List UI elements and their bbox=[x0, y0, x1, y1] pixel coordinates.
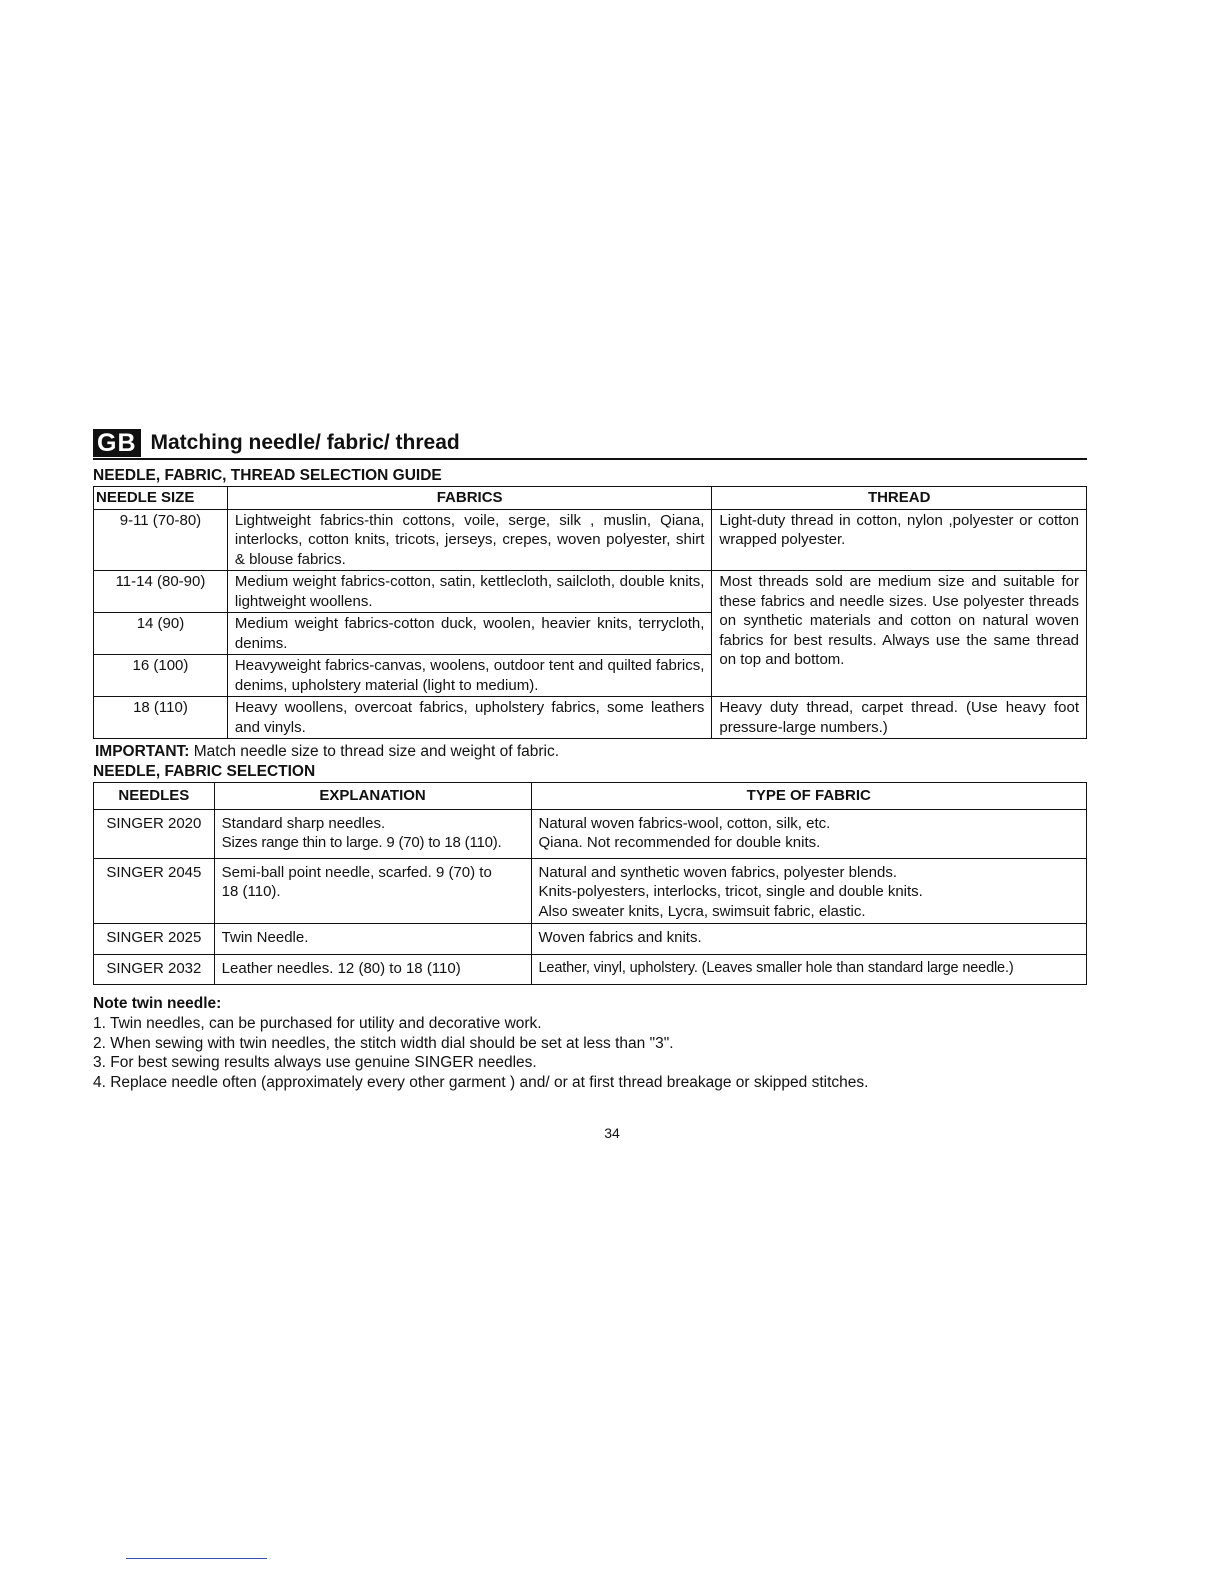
fabric-type-line: Natural woven fabrics-wool, cotton, silk, etc. bbox=[538, 814, 831, 832]
fabrics-cell: Lightweight fabrics-thin cottons, voile, serge, silk , muslin, Qiana, interlocks, cotton knits, tricots, jerseys, crepes, woven polyester, shirt & blouse fabrics. bbox=[227, 509, 711, 571]
needle-fabric-thread-table bbox=[93, 486, 1087, 739]
fabrics-cell: Medium weight fabrics-cotton duck, woolen, heavier knits, terrycloth, denims. bbox=[227, 613, 711, 655]
page-number: 34 bbox=[604, 1125, 620, 1141]
needle-cell: SINGER 2032 bbox=[94, 955, 215, 985]
explanation-line: Leather needles. 12 (80) to 18 (110) bbox=[221, 960, 461, 977]
needle-cell: SINGER 2045 bbox=[94, 858, 215, 924]
needle-cell: SINGER 2025 bbox=[94, 924, 215, 955]
fabric-type-line: Woven fabrics and knits. bbox=[538, 929, 702, 946]
explanation-cell bbox=[214, 809, 531, 858]
language-badge: GB bbox=[93, 429, 141, 457]
selection-heading: NEEDLE, FABRIC SELECTION bbox=[93, 763, 316, 780]
table-header-row bbox=[94, 487, 1087, 510]
fabrics-cell: Heavyweight fabrics-canvas, woolens, outdoor tent and quilted fabrics, denims, upholstery material (light to medium). bbox=[227, 655, 711, 697]
fabric-type-cell bbox=[531, 809, 1087, 858]
needle-size-cell: 9-11 (70-80) bbox=[94, 509, 228, 571]
column-header-fabrics: FABRICS bbox=[227, 487, 711, 510]
note-item: 4. Replace needle often (approximately every other garment ) and/ or at first thread breakage or skipped stitches. bbox=[93, 1073, 869, 1091]
manual-page bbox=[93, 428, 1087, 1092]
explanation-line: 18 (110). bbox=[221, 883, 281, 900]
guide-heading: NEEDLE, FABRIC, THREAD SELECTION GUIDE bbox=[93, 467, 442, 484]
explanation-cell bbox=[214, 858, 531, 924]
column-header-needle-size: NEEDLE SIZE bbox=[94, 487, 228, 510]
important-text: Match needle size to thread size and weight of fabric. bbox=[189, 743, 560, 760]
table-row bbox=[94, 858, 1087, 924]
section-title-row bbox=[93, 428, 1087, 460]
column-header-type-of-fabric: TYPE OF FABRIC bbox=[531, 783, 1087, 810]
fabrics-cell: Heavy woollens, overcoat fabrics, upholstery fabrics, some leathers and vinyls. bbox=[227, 697, 711, 739]
table-row bbox=[94, 809, 1087, 858]
explanation-line: Sizes range thin to large. 9 (70) to 18 (110). bbox=[221, 834, 502, 851]
footer-rule bbox=[126, 1558, 267, 1559]
explanation-line: Twin Needle. bbox=[221, 929, 309, 946]
explanation-cell bbox=[214, 924, 531, 955]
needle-cell: SINGER 2020 bbox=[94, 809, 215, 858]
fabric-type-line: Also sweater knits, Lycra, swimsuit fabric, elastic. bbox=[538, 902, 866, 920]
fabric-type-line: Knits-polyesters, interlocks, tricot, single and double knits. bbox=[538, 883, 923, 900]
needle-size-cell: 16 (100) bbox=[94, 655, 228, 697]
needle-size-cell: 11-14 (80-90) bbox=[94, 571, 228, 613]
explanation-cell bbox=[214, 955, 531, 985]
fabric-type-cell bbox=[531, 924, 1087, 955]
fabric-type-line: Leather, vinyl, upholstery. (Leaves smaller hole than standard large needle.) bbox=[538, 960, 1014, 976]
explanation-line: Standard sharp needles. bbox=[221, 814, 386, 832]
needle-fabric-selection-table bbox=[93, 782, 1087, 985]
table-row bbox=[94, 509, 1087, 571]
fabrics-cell: Medium weight fabrics-cotton, satin, kettlecloth, sailcloth, double knits, lightweight woollens. bbox=[227, 571, 711, 613]
needle-size-cell: 18 (110) bbox=[94, 697, 228, 739]
table-row bbox=[94, 955, 1087, 985]
fabric-type-line: Natural and synthetic woven fabrics, polyester blends. bbox=[538, 863, 898, 881]
table-row bbox=[94, 571, 1087, 613]
fabric-type-cell bbox=[531, 955, 1087, 985]
column-header-thread: THREAD bbox=[712, 487, 1087, 510]
notes-heading: Note twin needle: bbox=[93, 995, 222, 1012]
fabric-type-cell bbox=[531, 858, 1087, 924]
fabric-type-line: Qiana. Not recommended for double knits. bbox=[538, 834, 821, 851]
table-row bbox=[94, 697, 1087, 739]
table-header-row bbox=[94, 783, 1087, 810]
note-item: 3. For best sewing results always use genuine SINGER needles. bbox=[93, 1054, 537, 1071]
page-title: Matching needle/ fabric/ thread bbox=[150, 431, 460, 454]
column-header-needles: NEEDLES bbox=[94, 783, 215, 810]
table-row bbox=[94, 924, 1087, 955]
thread-cell: Most threads sold are medium size and suitable for these fabrics and needle sizes. Use polyester threads on synthetic materials and cotton on natural woven fabrics for best results. Always use the same thread on top and bottom. bbox=[712, 571, 1087, 697]
note-item: 2. When sewing with twin needles, the stitch width dial should be set at less than "3". bbox=[93, 1034, 674, 1052]
column-header-explanation: EXPLANATION bbox=[214, 783, 531, 810]
thread-cell: Light-duty thread in cotton, nylon ,polyester or cotton wrapped polyester. bbox=[712, 509, 1087, 571]
explanation-line: Semi-ball point needle, scarfed. 9 (70) to bbox=[221, 863, 492, 881]
needle-size-cell: 14 (90) bbox=[94, 613, 228, 655]
thread-cell: Heavy duty thread, carpet thread. (Use heavy foot pressure-large numbers.) bbox=[712, 697, 1087, 739]
important-note bbox=[93, 742, 1087, 762]
important-label: IMPORTANT: bbox=[95, 743, 190, 760]
note-item: 1. Twin needles, can be purchased for utility and decorative work. bbox=[93, 1015, 542, 1032]
